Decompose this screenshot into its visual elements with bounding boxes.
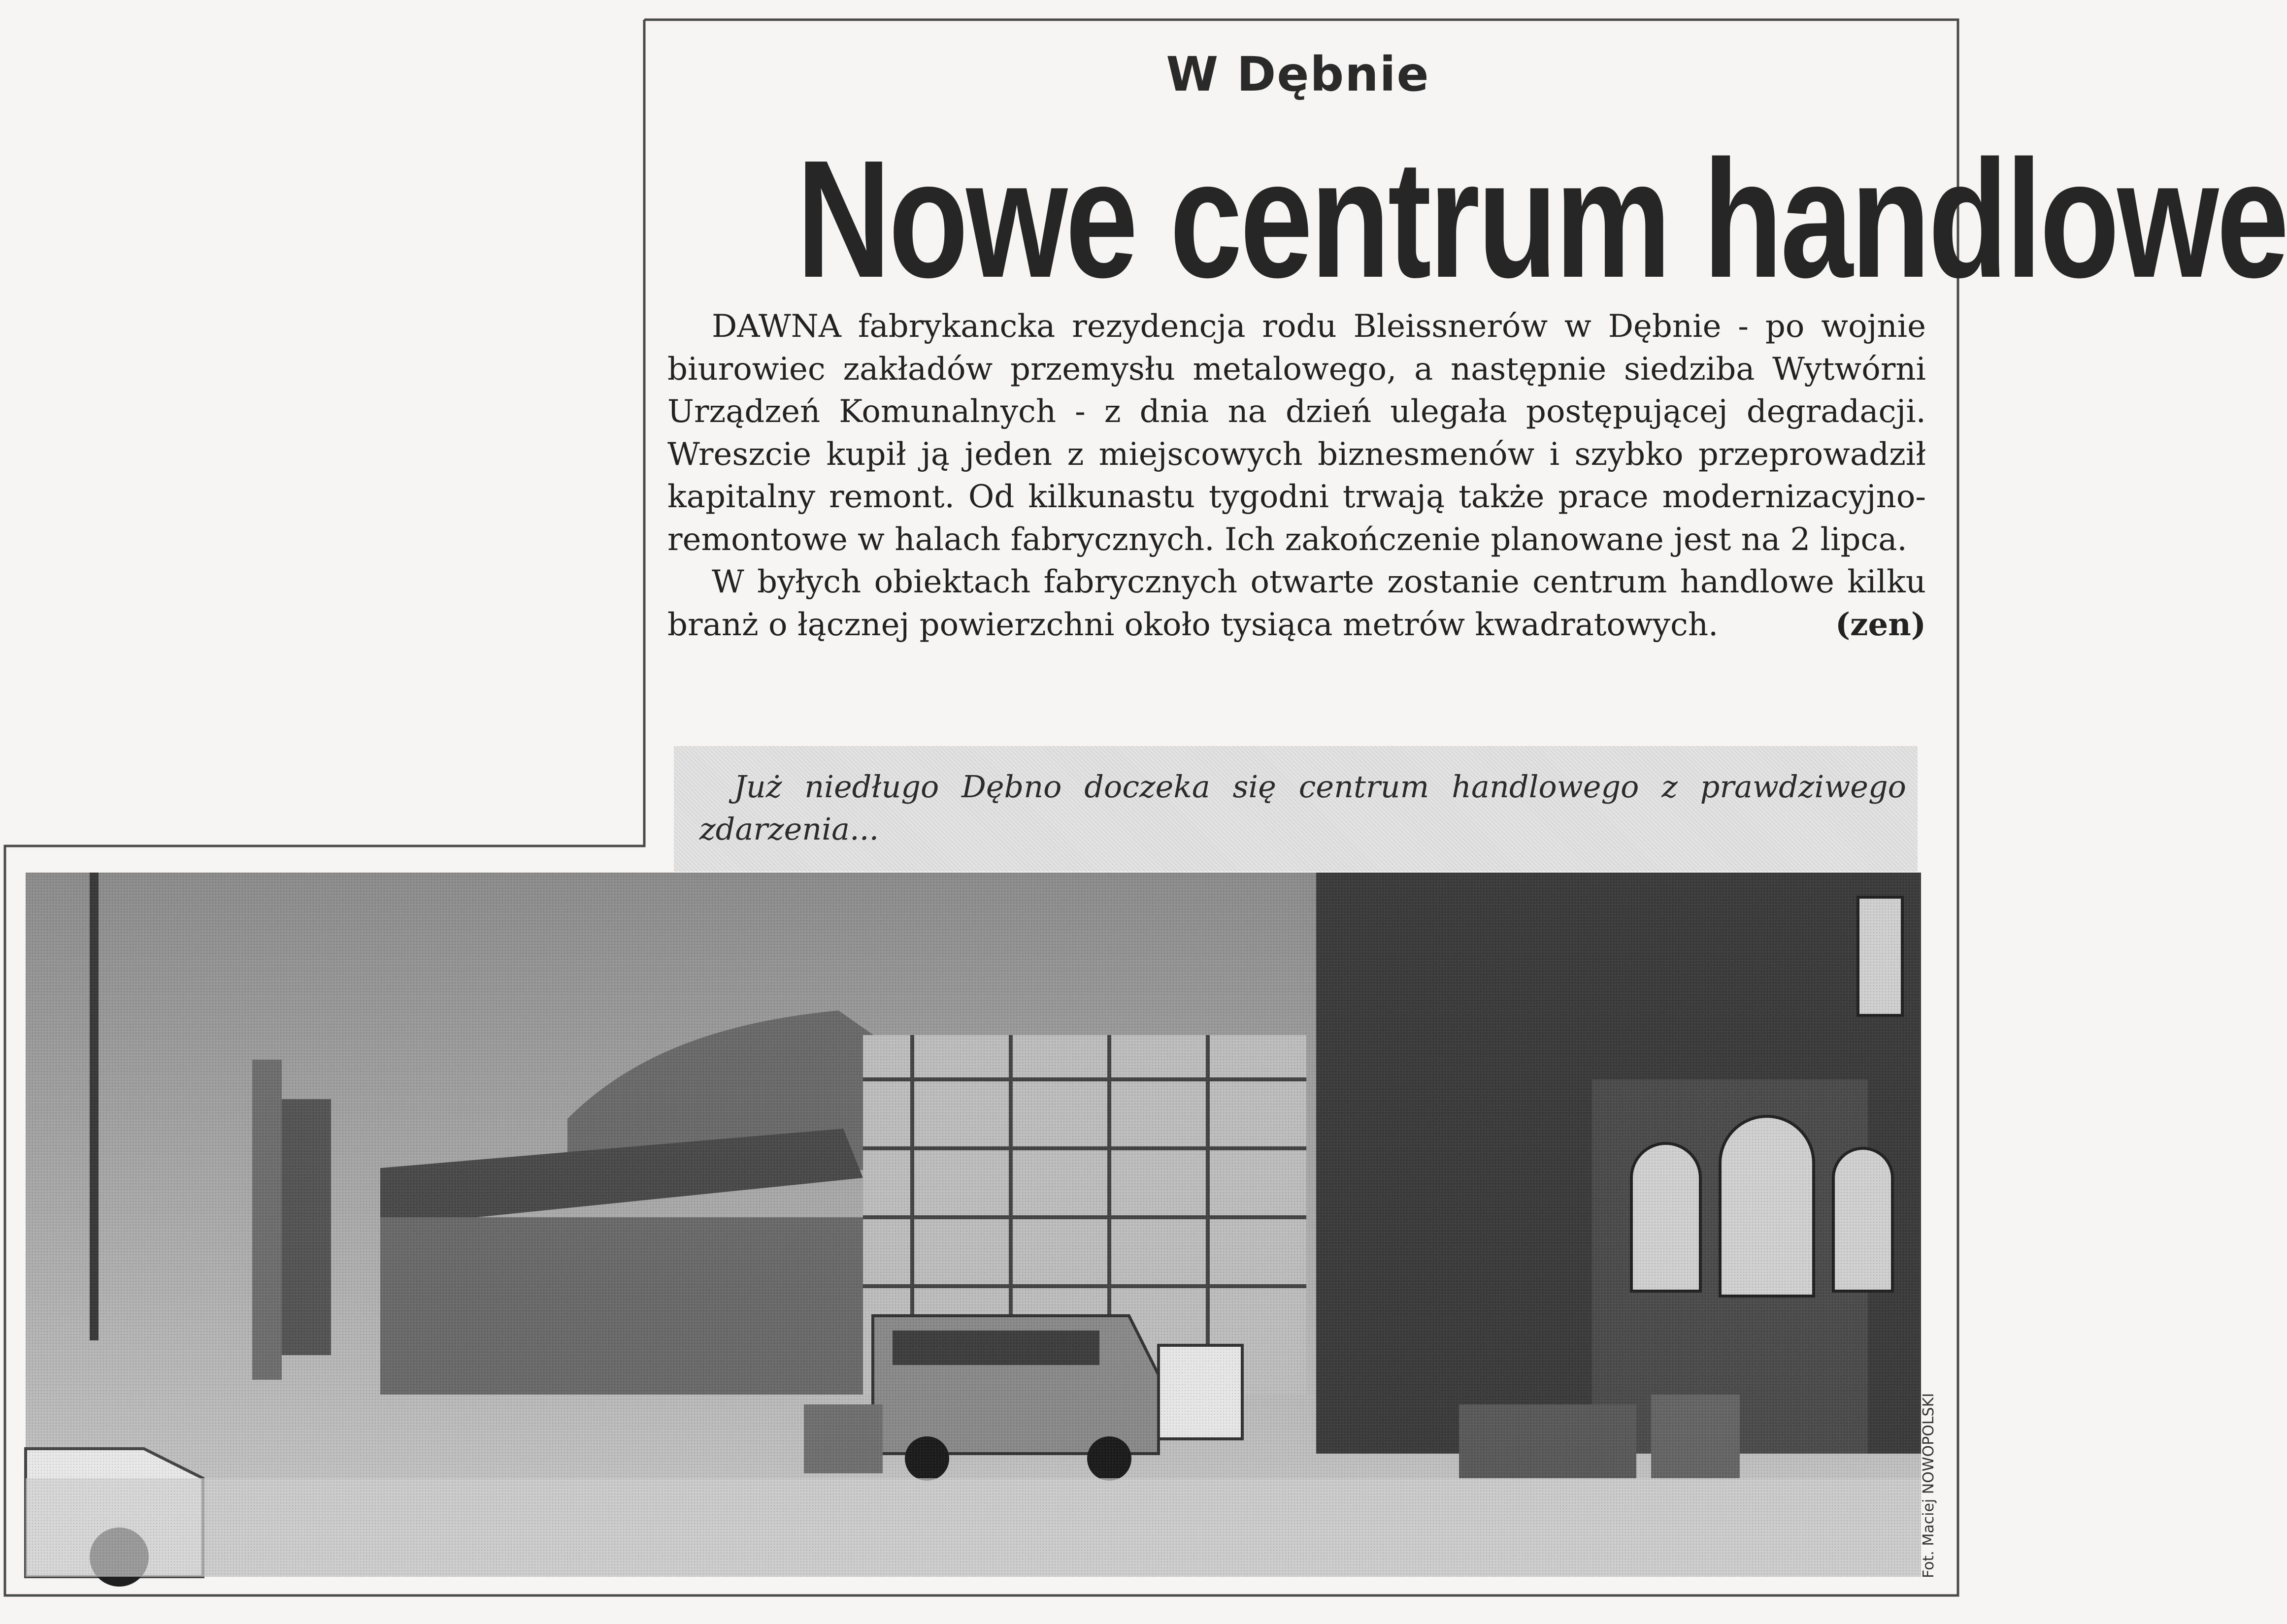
article-paragraph-text: W byłych obiektach fabrycznych otwarte zostanie centrum handlowe kilku branż o łącznej powierzchni około tysiąca metrów kwadratowych. [667,564,1926,643]
article-paragraph [667,561,1926,646]
article-body [667,305,1926,646]
article-headline: Nowe centrum handlowe [796,126,2287,313]
author-signature: (zen) [1835,606,1926,643]
construction-site-photo [26,873,1921,1577]
article-kicker: W Dębnie [1166,47,1430,102]
photo-caption: Już niedługo Dębno doczeka się centrum handlowego z prawdziwego zdarzenia... [699,769,1906,847]
article-paragraph: DAWNA fabrykancka rezydencja rodu Bleissnerów w Dębnie - po wojnie biurowiec zakładów przemysłu metalowego, a następnie siedziba Wytwórni Urządzeń Komunalnych - z dnia na dzień ulegała postępującej degradacji. Wreszcie kupił ją jeden z miejscowych biznesmenów i szybko przeprowadził kapitalny remont. Od kilkunastu tygodni trwają także prace modernizacyjno-remontowe w halach fabrycznych. Ich zakończenie planowane jest na 2 lipca. [667,308,1926,558]
news-photo [26,873,1921,1577]
photo-credit: Fot. Maciej NOWOPOLSKI [1920,1393,1937,1578]
